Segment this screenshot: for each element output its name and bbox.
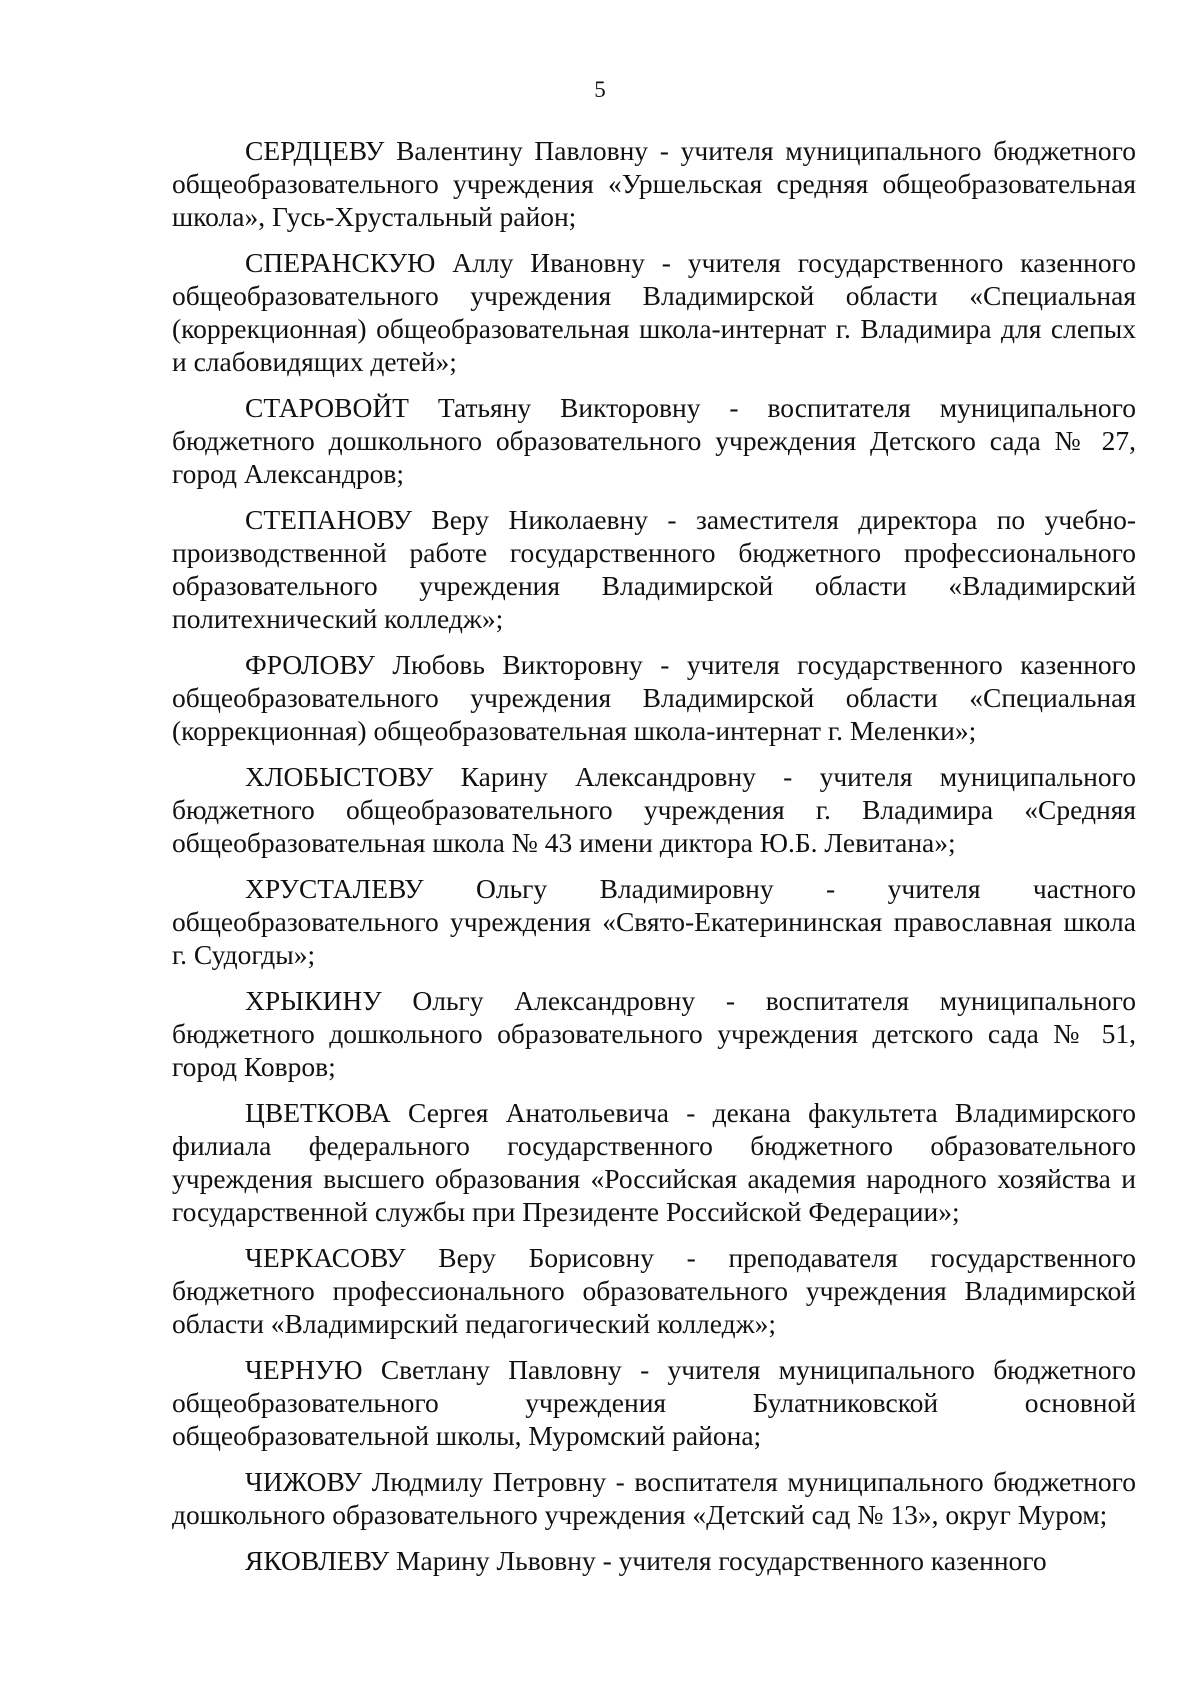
- list-item: ЯКОВЛЕВУ Марину Львовну - учителя государственного казенного: [245, 1545, 1047, 1576]
- list-item: ХРЫКИНУ Ольгу Александровну - воспитателя муниципального бюджетного дошкольного образовательного учреждения детского сада № 51, город Ковров;: [172, 985, 1136, 1082]
- list-item: СЕРДЦЕВУ Валентину Павловну - учителя муниципального бюджетного общеобразовательного учреждения «Уршельская средняя общеобразовательная школа», Гусь-Хрустальный район;: [172, 135, 1136, 232]
- list-item: СТАРОВОЙТ Татьяну Викторовну - воспитателя муниципального бюджетного дошкольного образовательного учреждения Детского сада № 27, город Александров;: [172, 392, 1136, 489]
- list-item: ЦВЕТКОВА Сергея Анатольевича - декана факультета Владимирского филиала федерального государственного бюджетного образовательного учреждения высшего образования «Российская академия народного хозяйства и государственной службы при Президенте Российской Федерации»;: [172, 1097, 1136, 1227]
- list-item: ЧЕРКАСОВУ Веру Борисовну - преподавателя государственного бюджетного профессионального образовательного учреждения Владимирской области «Владимирский педагогический колледж»;: [172, 1242, 1136, 1339]
- list-item: ХРУСТАЛЕВУ Ольгу Владимировну - учителя частного общеобразовательного учреждения «Свято-Екатерининская православная школа г. Судогды»;: [172, 873, 1136, 970]
- list-item: СТЕПАНОВУ Веру Николаевну - заместителя директора по учебно-производственной работе государственного бюджетного профессионального образовательного учреждения Владимирской области «Владимирский политехнический колледж»;: [172, 504, 1136, 634]
- list-item: ЧИЖОВУ Людмилу Петровну - воспитателя муниципального бюджетного дошкольного образовательного учреждения «Детский сад № 13», округ Муром;: [172, 1466, 1136, 1530]
- document-body: [172, 134, 1136, 1577]
- page-number: 5: [594, 77, 606, 102]
- list-item: ЧЕРНУЮ Светлану Павловну - учителя муниципального бюджетного общеобразовательного учреждения Булатниковской основной общеобразовательной школы, Муромский района;: [172, 1354, 1136, 1451]
- list-item: ХЛОБЫСТОВУ Карину Александровну - учителя муниципального бюджетного общеобразовательного учреждения г. Владимира «Средняя общеобразовательная школа № 43 имени диктора Ю.Б. Левитана»;: [172, 761, 1136, 858]
- list-item: СПЕРАНСКУЮ Аллу Ивановну - учителя государственного казенного общеобразовательного учреждения Владимирской области «Специальная (коррекционная) общеобразовательная школа-интернат г. Владимира для слепых и слабовидящих детей»;: [172, 247, 1136, 377]
- list-item: ФРОЛОВУ Любовь Викторовну - учителя государственного казенного общеобразовательного учреждения Владимирской области «Специальная (коррекционная) общеобразовательная школа-интернат г. Меленки»;: [172, 649, 1136, 746]
